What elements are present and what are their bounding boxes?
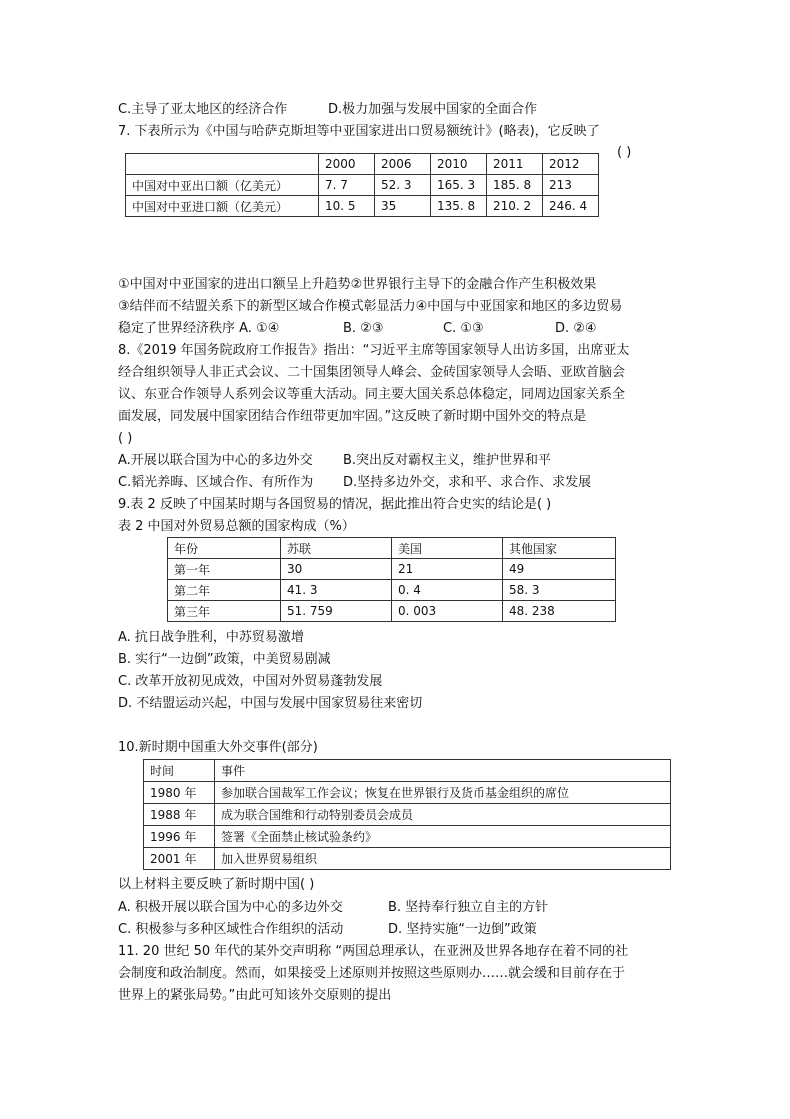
q7-option-b: B. ②③: [343, 321, 384, 336]
table-row: [126, 196, 599, 217]
table-cell: 美国: [392, 538, 503, 559]
q8-answer-paren: ( ): [118, 431, 133, 446]
table-row: [144, 848, 671, 870]
table-cell: 签署《全面禁止核试验条约》: [215, 826, 671, 848]
table-cell: 第三年: [168, 601, 281, 622]
table-cell: 中国对中亚进口额（亿美元）: [126, 196, 319, 217]
table-cell: 52. 3: [375, 175, 431, 196]
table-cell: 0. 4: [392, 580, 503, 601]
table-cell: 10. 5: [319, 196, 375, 217]
q9-option-d: D. 不结盟运动兴起，中国与发展中国家贸易往来密切: [118, 696, 423, 711]
table-cell: 年份: [168, 538, 281, 559]
table-cell: 165. 3: [431, 175, 487, 196]
q10-options-cd: [118, 922, 537, 938]
table-cell: 2011: [487, 154, 543, 175]
table-row: [168, 559, 616, 580]
q10-table: [143, 759, 671, 870]
q11-line-3: 世界上的紧张局势。”由此可知该外交原则的提出: [118, 988, 392, 1003]
q8-line-3: 议、东亚合作领导人系列会议等重大活动。同主要大国关系总体稳定，同周边国家关系全: [118, 387, 626, 402]
q8-options-cd: [118, 475, 591, 491]
table-cell: 1996 年: [144, 826, 215, 848]
q9-table: [167, 537, 616, 622]
table-cell: 135. 8: [431, 196, 487, 217]
table-cell: 中国对中亚出口额（亿美元）: [126, 175, 319, 196]
table-cell: 2000: [319, 154, 375, 175]
q6-option-d: D.极力加强与发展中国家的全面合作: [328, 102, 538, 117]
q7-option-d: D. ②④: [555, 321, 597, 336]
table-cell: 210. 2: [487, 196, 543, 217]
q10-option-b: B. 坚持奉行独立自主的方针: [388, 900, 549, 915]
table-cell: 213: [543, 175, 599, 196]
table-cell: 51. 759: [281, 601, 392, 622]
table-cell: 7. 7: [319, 175, 375, 196]
q10-stem: 以上材料主要反映了新时期中国( ): [118, 877, 315, 892]
table-cell: 2012: [543, 154, 599, 175]
q9-option-b: B. 实行“一边倒”政策，中美贸易剧减: [118, 652, 331, 667]
q10-options-ab: [118, 900, 548, 916]
table-cell: 苏联: [281, 538, 392, 559]
q7-options: [118, 321, 597, 337]
table-cell: 185. 8: [487, 175, 543, 196]
table-cell: 2006: [375, 154, 431, 175]
table-cell: 49: [503, 559, 616, 580]
q11-line-1: 11. 20 世纪 50 年代的某外交声明称 “两国总理承认，在亚洲及世界各地存在着不同的社: [118, 944, 629, 959]
q10-option-a: A. 积极开展以联合国为中心的多边外交: [118, 900, 343, 915]
q8-line-1: 8.《2019 年国务院政府工作报告》指出：“习近平主席等国家领导人出访多国，出席亚太: [118, 343, 630, 358]
q8-option-b: B.突出反对霸权主义，维护世界和平: [343, 453, 552, 468]
table-cell: 其他国家: [503, 538, 616, 559]
q6-options: [118, 102, 537, 118]
table-row: [144, 804, 671, 826]
table-cell: 2001 年: [144, 848, 215, 870]
table-cell: [126, 154, 319, 175]
q9-option-c: C. 改革开放初见成效，中国对外贸易蓬勃发展: [118, 674, 383, 689]
table-cell: 21: [392, 559, 503, 580]
table-row: [144, 782, 671, 804]
table-cell: 1980 年: [144, 782, 215, 804]
table-cell: 第一年: [168, 559, 281, 580]
q8-options-ab: [118, 453, 551, 469]
q7-answer-paren: ( ): [617, 145, 632, 160]
table-header-row: [144, 760, 671, 782]
table-cell: 成为联合国维和行动特别委员会成员: [215, 804, 671, 826]
table-cell: 41. 3: [281, 580, 392, 601]
q8-line-4: 面发展，同发展中国家团结合作纽带更加牢固。”这反映了新时期中国外交的特点是: [118, 409, 587, 424]
q8-option-c: C.韬光养晦、区域合作、有所作为: [118, 475, 314, 490]
q7-statement-1: ①中国对中亚国家的进出口额呈上升趋势②世界银行主导下的金融合作产生积极效果: [118, 277, 597, 292]
table-cell: 1988 年: [144, 804, 215, 826]
table-header-row: [126, 154, 599, 175]
q9-table-caption: 表 2 中国对外贸易总额的国家构成（%）: [118, 519, 355, 534]
table-cell: 加入世界贸易组织: [215, 848, 671, 870]
q8-option-d: D.坚持多边外交，求和平、求合作、求发展: [343, 475, 592, 490]
table-cell: 第二年: [168, 580, 281, 601]
q10-title: 10.新时期中国重大外交事件(部分): [118, 740, 318, 755]
q7-table: [125, 153, 599, 217]
table-cell: 35: [375, 196, 431, 217]
q7-statement-2: ③结伴而不结盟关系下的新型区域合作模式彰显活力④中国与中亚国家和地区的多边贸易: [118, 299, 623, 314]
q9-option-a: A. 抗日战争胜利，中苏贸易激增: [118, 630, 304, 645]
q7-option-a: 稳定了世界经济秩序 A. ①④: [118, 321, 280, 336]
q10-option-d: D. 坚持实施“一边倒”政策: [388, 922, 537, 937]
q10-option-c: C. 积极参与多种区域性合作组织的活动: [118, 922, 344, 937]
q8-line-2: 经合组织领导人非正式会议、二十国集团领导人峰会、金砖国家领导人会晤、亚欧首脑会: [118, 365, 626, 380]
table-row: [168, 601, 616, 622]
q7-option-c: C. ①③: [443, 321, 484, 336]
table-cell: 58. 3: [503, 580, 616, 601]
q9-stem: 9.表 2 反映了中国某时期与各国贸易的情况，据此推出符合史实的结论是( ): [118, 497, 552, 512]
table-row: [144, 826, 671, 848]
table-cell: 30: [281, 559, 392, 580]
table-cell: 参加联合国裁军工作会议；恢复在世界银行及货币基金组织的席位: [215, 782, 671, 804]
table-cell: 时间: [144, 760, 215, 782]
table-header-row: [168, 538, 616, 559]
table-cell: 2010: [431, 154, 487, 175]
q6-option-c: C.主导了亚太地区的经济合作: [118, 102, 288, 117]
q11-line-2: 会制度和政治制度。然而，如果接受上述原则并按照这些原则办……就会缓和目前存在于: [118, 966, 626, 981]
table-cell: 事件: [215, 760, 671, 782]
table-row: [126, 175, 599, 196]
table-row: [168, 580, 616, 601]
table-cell: 246. 4: [543, 196, 599, 217]
table-cell: 0. 003: [392, 601, 503, 622]
q8-option-a: A.开展以联合国为中心的多边外交: [118, 453, 313, 468]
q7-stem: 7. 下表所示为《中国与哈萨克斯坦等中亚国家进出口贸易额统计》(略表)，它反映了: [118, 124, 600, 139]
table-cell: 48. 238: [503, 601, 616, 622]
